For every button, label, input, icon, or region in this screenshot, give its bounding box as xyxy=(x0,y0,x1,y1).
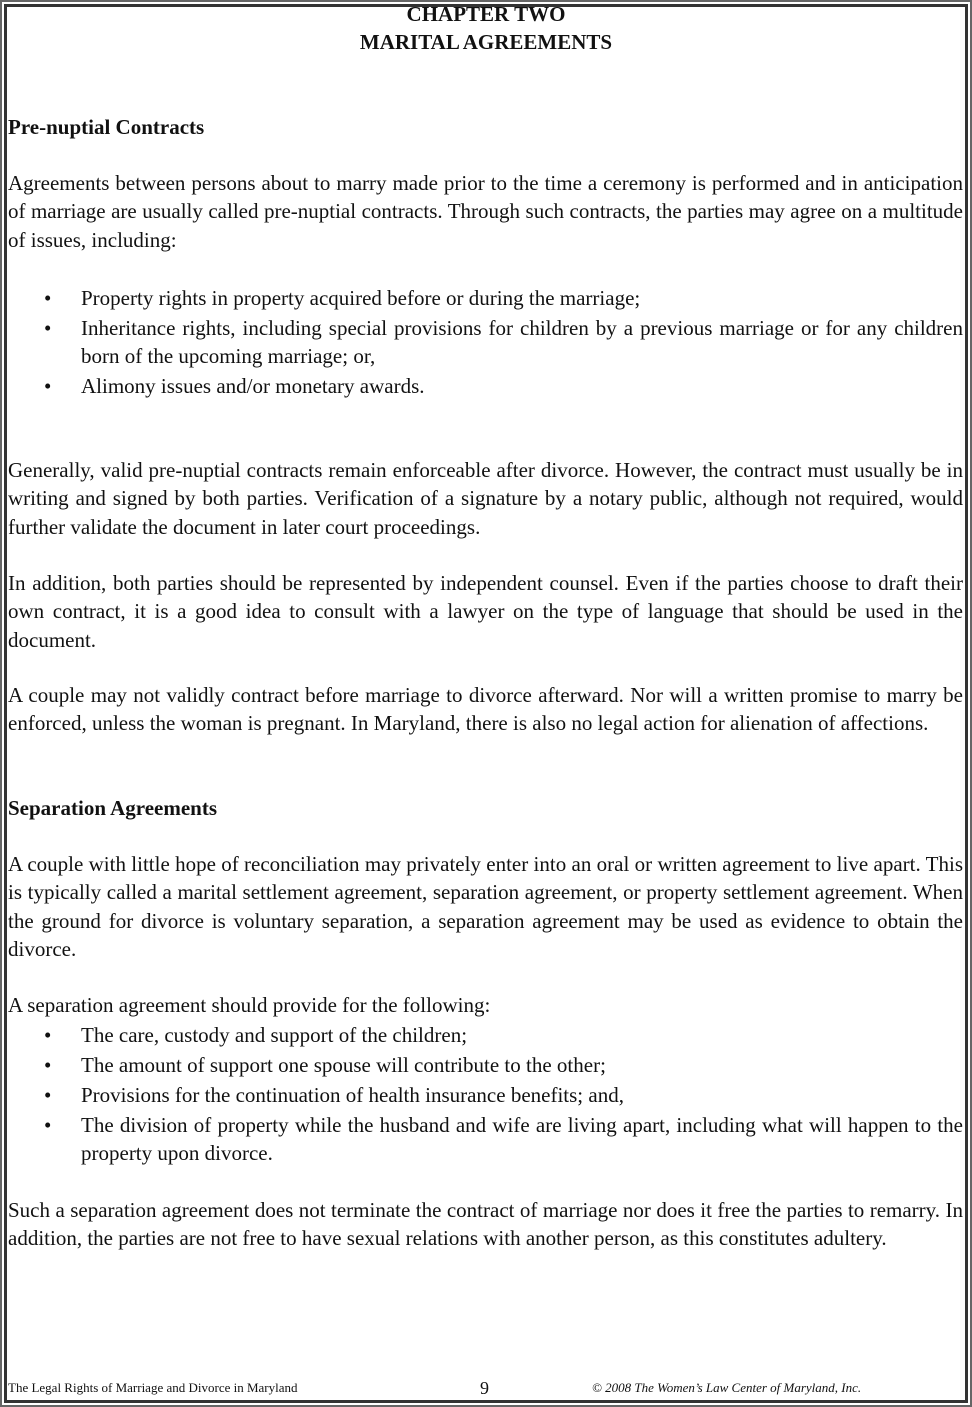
paragraph: In addition, both parties should be represented by independent counsel. Even if the parties choose to draft their own contract, it is a good idea to consult with a lawyer on the type of language that should be used in the document. xyxy=(8,571,963,652)
list-item: • Provisions for the continuation of health insurance benefits; and, xyxy=(8,1081,963,1109)
paragraph: A separation agreement should provide for the following: xyxy=(8,993,491,1017)
list-item: • Alimony issues and/or monetary awards. xyxy=(8,372,963,400)
list-item: • The division of property while the husband and wife are living apart, including what will happen to the property upon divorce. xyxy=(8,1111,963,1168)
footer-book-title: The Legal Rights of Marriage and Divorce in Maryland xyxy=(8,1380,298,1395)
paragraph: Agreements between persons about to marry made prior to the time a ceremony is performed and in anticipation of marriage are usually called pre-nuptial contracts. Through such contracts, the parties may agree on a multitude of issues, including: xyxy=(8,171,963,252)
section-heading-separation: Separation Agreements xyxy=(8,796,218,820)
paragraph: Such a separation agreement does not terminate the contract of marriage nor does it free the parties to remarry. In addition, the parties are not free to have sexual relations with another person, as this constitutes adultery. xyxy=(8,1198,963,1251)
chapter-header xyxy=(0,0,972,57)
chapter-number: CHAPTER TWO xyxy=(406,2,566,26)
list-item: • Inheritance rights, including special provisions for children by a previous marriage or for any children born of the upcoming marriage; or, xyxy=(8,314,963,371)
paragraph: A couple may not validly contract before marriage to divorce afterward. Nor will a written promise to marry be enforced, unless the woman is pregnant. In Maryland, there is also no legal action for alienation of affections. xyxy=(8,683,963,736)
paragraph: Generally, valid pre-nuptial contracts remain enforceable after divorce. However, the contract must usually be in writing and signed by both parties. Verification of a signature by a notary public, although not required, would further validate the document in later court proceedings. xyxy=(8,458,963,539)
separation-provisions-list xyxy=(8,1021,963,1168)
list-item: • The care, custody and support of the children; xyxy=(8,1021,963,1049)
list-item: • The amount of support one spouse will contribute to the other; xyxy=(8,1051,963,1079)
list-item: • Property rights in property acquired before or during the marriage; xyxy=(8,284,963,312)
paragraph: A couple with little hope of reconciliation may privately enter into an oral or written agreement to live apart. This is typically called a marital settlement agreement, separation agreement, or property settlement agreement. When the ground for divorce is voluntary separation, a separation agreement may be used as evidence to obtain the divorce. xyxy=(8,852,963,962)
footer-copyright: © 2008 The Women’s Law Center of Maryland, Inc. xyxy=(592,1380,862,1395)
section-heading-prenuptial: Pre-nuptial Contracts xyxy=(8,115,205,139)
prenuptial-issues-list xyxy=(8,284,963,401)
page-number: 9 xyxy=(480,1378,489,1398)
chapter-title: MARITAL AGREEMENTS xyxy=(359,30,613,55)
